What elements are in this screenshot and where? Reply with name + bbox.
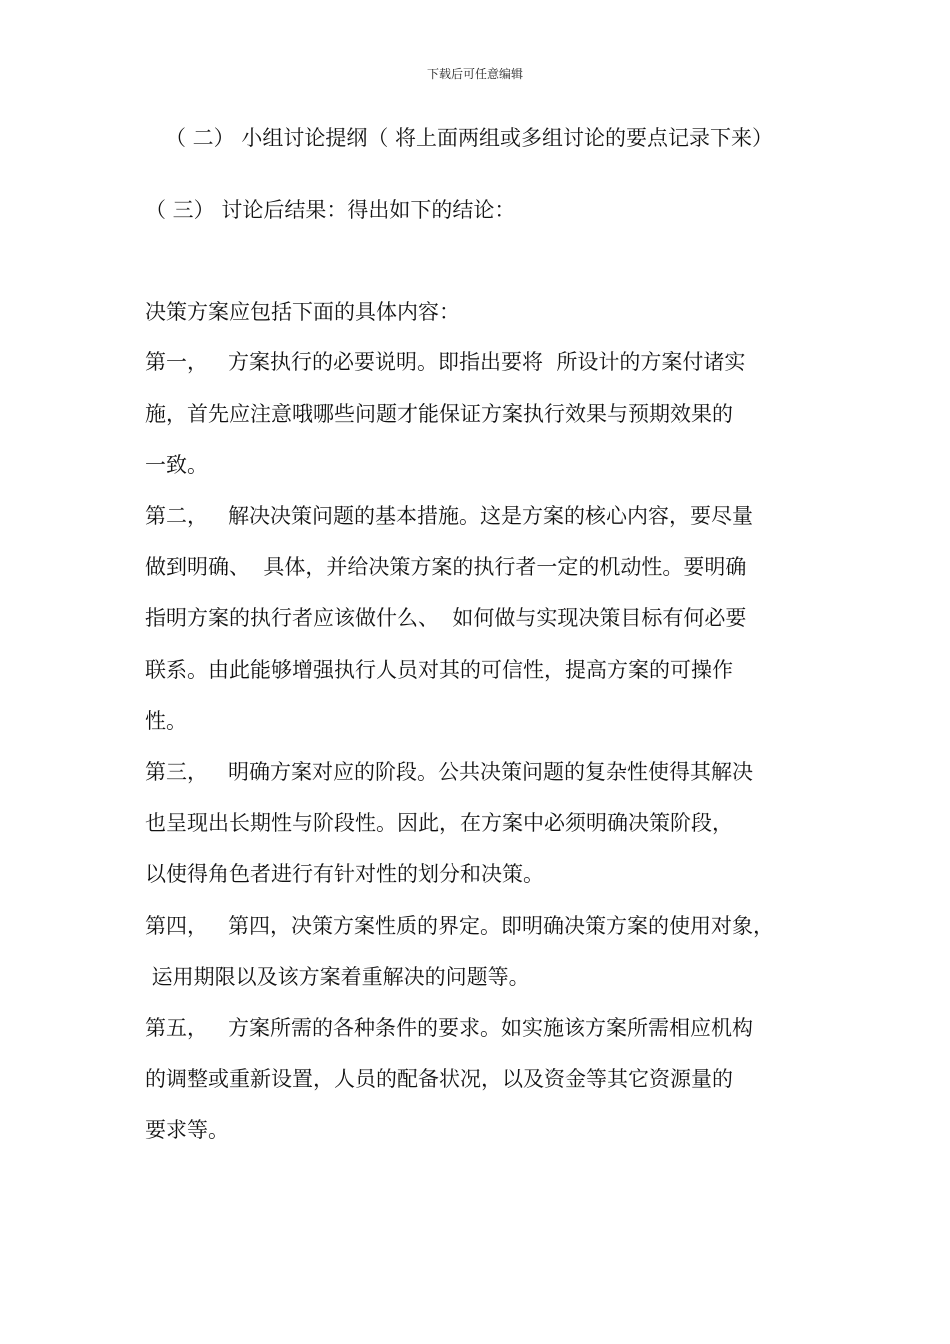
section-heading-three: （ 三） 讨论后结果：得出如下的结论： xyxy=(145,198,516,222)
paragraph-line: 第一， 方案执行的必要说明。即指出要将 所设计的方案付诸实 xyxy=(145,350,746,374)
page-header: 下载后可任意编辑 xyxy=(426,67,523,81)
paragraph-line: 第三， 明确方案对应的阶段。公共决策问题的复杂性使得其解决 xyxy=(145,760,754,784)
paragraph-line: 第四， 第四，决策方案性质的界定。即明确决策方案的使用对象， xyxy=(145,914,775,938)
paragraph-line: 决策方案应包括下面的具体内容： xyxy=(145,300,460,324)
paragraph-line: 要求等。 xyxy=(145,1118,229,1142)
section-heading-two: （ 二） 小组讨论提纲（ 将上面两组或多组讨论的要点记录下来） xyxy=(165,126,774,150)
paragraph-line: 一致。 xyxy=(145,453,208,477)
paragraph-line: 的调整或重新设置，人员的配备状况，以及资金等其它资源量的 xyxy=(145,1067,733,1091)
paragraph-line: 也呈现出长期性与阶段性。因此，在方案中必须明确决策阶段， xyxy=(145,811,733,835)
paragraph-line: 以使得角色者进行有针对性的划分和决策。 xyxy=(145,862,544,886)
paragraph-line: 联系。由此能够增强执行人员对其的可信性，提高方案的可操作 xyxy=(145,658,733,682)
paragraph-line: 指明方案的执行者应该做什么、 如何做与实现决策目标有何必要 xyxy=(145,606,747,630)
paragraph-line: 施，首先应注意哦哪些问题才能保证方案执行效果与预期效果的 xyxy=(145,402,733,426)
paragraph-line: 运用期限以及该方案着重解决的问题等。 xyxy=(145,965,530,989)
paragraph-line: 性。 xyxy=(145,709,187,733)
paragraph-line: 第二， 解决决策问题的基本措施。这是方案的核心内容，要尽量 xyxy=(145,504,754,528)
paragraph-line: 第五， 方案所需的各种条件的要求。如实施该方案所需相应机构 xyxy=(145,1016,754,1040)
paragraph-line: 做到明确、 具体，并给决策方案的执行者一定的机动性。要明确 xyxy=(145,555,747,579)
